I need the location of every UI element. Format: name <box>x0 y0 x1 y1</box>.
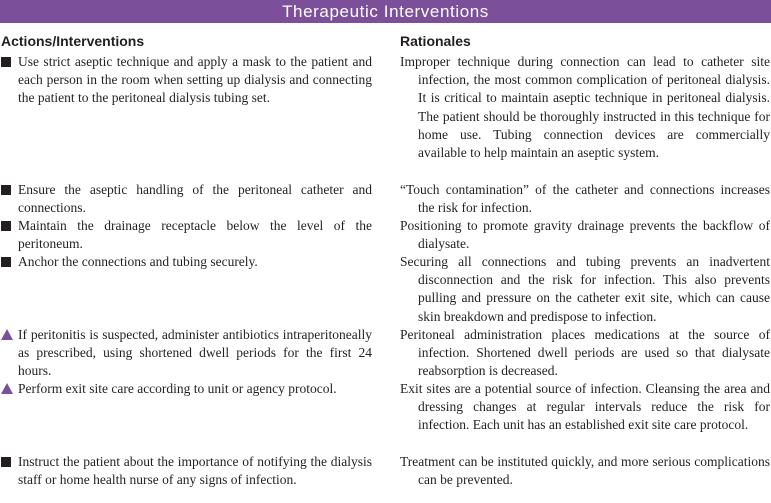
rationale-item: Peritoneal administration places medications at the source of infection. Shortened dwell periods are used so that dialysate reabsorption is decreased. <box>400 327 770 379</box>
action-text: Ensure the aseptic handling of the peritoneal catheter and connections. <box>18 182 372 216</box>
action-item <box>18 217 372 253</box>
action-item <box>18 453 372 489</box>
triangle-collaborative-icon <box>1 329 13 340</box>
action-item <box>18 380 372 398</box>
action-text: If peritonitis is suspected, administer antibiotics intraperitoneally as prescribed, using shortened dwell periods for the first 24 hours. <box>18 327 372 379</box>
square-bullet-icon <box>1 257 11 267</box>
square-bullet-icon <box>1 185 11 195</box>
rationale-item: Securing all connections and tubing prevents an inadvertent disconnection and the risk for infection. This also prevents pulling and pressure on the catheter exit site, which can cause skin breakdown and predispose to infection. <box>400 254 770 324</box>
action-item <box>18 53 372 108</box>
rationale-item: Exit sites are a potential source of infection. Cleansing the area and dressing changes at regular intervals reduce the risk for infection. Each unit has an established exit site care protocol. <box>400 381 770 433</box>
square-bullet-icon <box>1 457 11 467</box>
action-text: Perform exit site care according to unit or agency protocol. <box>18 381 337 396</box>
rationale-item: Improper technique during connection can lead to catheter site infection, the most common complication of peritoneal dialysis. It is critical to maintain aseptic technique in peritoneal dialysis. The patient should be thoroughly instructed in this technique for home use. Tubing connection devices are commercially available to help maintain an aseptic system. <box>400 54 770 161</box>
square-bullet-icon <box>1 57 11 67</box>
square-bullet-icon <box>1 221 11 231</box>
action-item <box>18 253 372 271</box>
section-banner <box>0 0 771 23</box>
action-item <box>18 181 372 217</box>
rationales-column-heading: Rationales <box>400 33 471 49</box>
actions-column-heading: Actions/Interventions <box>1 33 145 49</box>
action-item <box>18 326 372 381</box>
rationale-item: “Touch contamination” of the catheter and connections increases the risk for infection. <box>400 182 770 216</box>
rationale-item: Positioning to promote gravity drainage prevents the backflow of dialysate. <box>400 218 770 252</box>
action-text: Maintain the drainage receptacle below the level of the peritoneum. <box>18 218 372 252</box>
section-title: Therapeutic Interventions <box>282 2 489 21</box>
action-text: Use strict aseptic technique and apply a mask to the patient and each person in the room when setting up dialysis and connecting the patient to the peritoneal dialysis tubing set. <box>18 54 372 106</box>
action-text: Instruct the patient about the importance of notifying the dialysis staff or home health nurse of any signs of infection. <box>18 454 372 488</box>
triangle-collaborative-icon <box>1 383 13 394</box>
action-text: Anchor the connections and tubing securely. <box>18 254 258 269</box>
rationale-item: Treatment can be instituted quickly, and more serious complications can be prevented. <box>400 454 770 488</box>
